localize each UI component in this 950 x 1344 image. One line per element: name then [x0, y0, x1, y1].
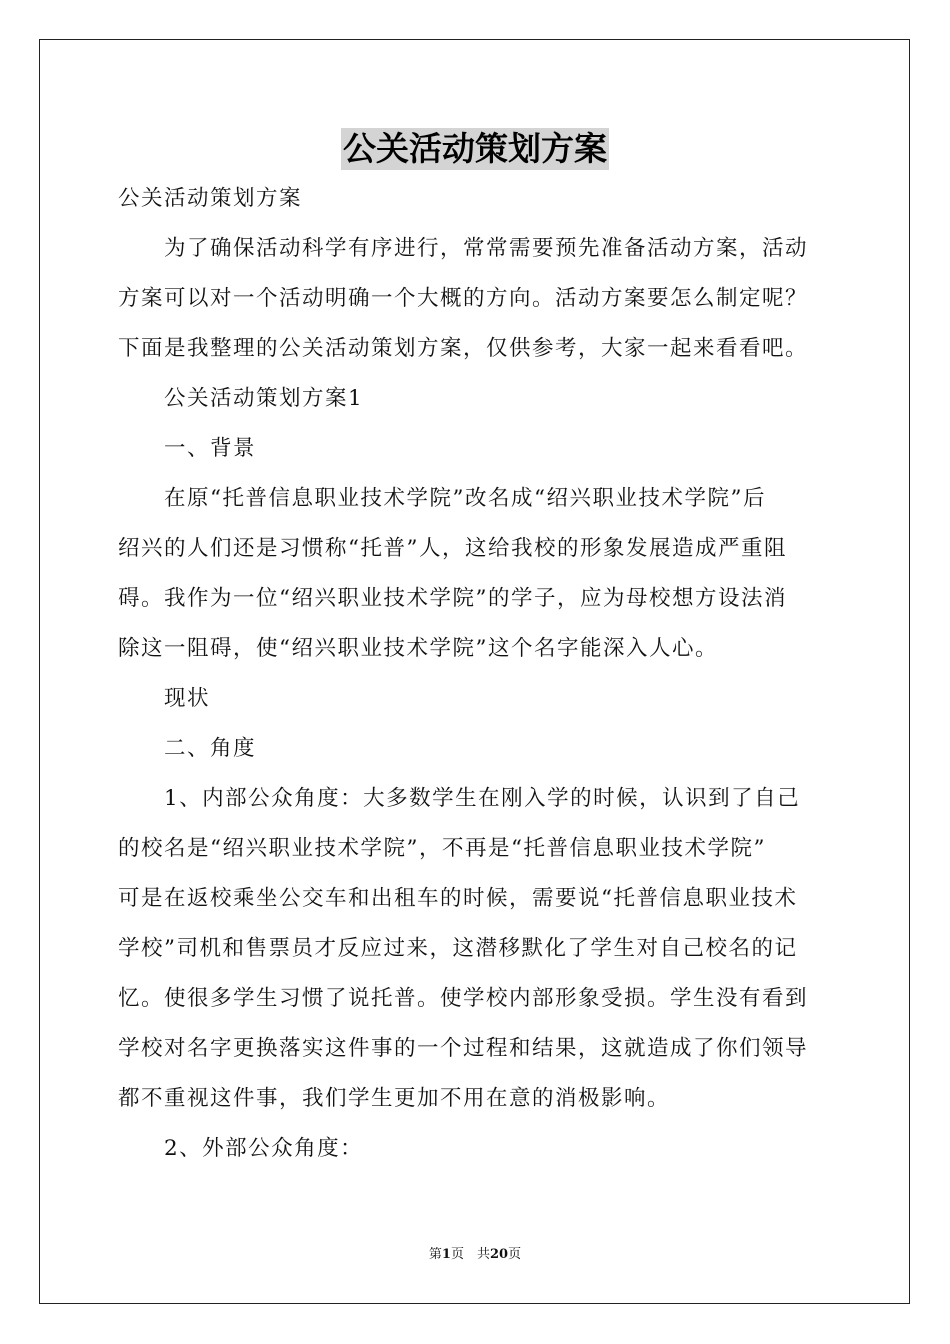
paragraph-line: 为了确保活动科学有序进行，常常需要预先准备活动方案，活动 — [164, 236, 809, 261]
paragraph-line: 除这一阻碍，使“绍兴职业技术学院”这个名字能深入人心。 — [118, 636, 718, 661]
paragraph-line: 在原“托普信息职业技术学院”改名成“绍兴职业技术学院”后 — [164, 486, 766, 511]
paragraph-line: 1、内部公众角度：大多数学生在刚入学的时候，认识到了自己 — [164, 786, 801, 811]
footer-page-suffix: 页 共 — [450, 1247, 490, 1262]
section-heading: 公关活动策划方案1 — [164, 386, 364, 411]
title-wrap — [0, 128, 950, 170]
document-title: 公关活动策划方案 — [343, 129, 607, 168]
document-body — [118, 178, 834, 1163]
paragraph-line: 碍。我作为一位“绍兴职业技术学院”的学子，应为母校想方设法消 — [118, 586, 787, 611]
section-heading: 二、角度 — [164, 736, 257, 761]
paragraph-line: 学校对名字更换落实这件事的一个过程和结果，这就造成了你们领导 — [118, 1036, 809, 1061]
footer-total-suffix: 页 — [508, 1247, 522, 1262]
paragraph-line: 下面是我整理的公关活动策划方案，仅供参考，大家一起来看看吧。 — [118, 336, 809, 361]
section-heading: 一、背景 — [164, 436, 257, 461]
paragraph-line: 学校”司机和售票员才反应过来，这潜移默化了学生对自己校名的记 — [118, 936, 798, 961]
footer-total-pages: 20 — [489, 1247, 509, 1262]
footer-prefix: 第 — [428, 1247, 442, 1262]
paragraph-line: 都不重视这件事，我们学生更加不用在意的消极影响。 — [118, 1086, 671, 1111]
paragraph-line: 绍兴的人们还是习惯称“托普”人，这给我校的形象发展造成严重阻 — [118, 536, 787, 561]
paragraph-line: 2、外部公众角度： — [164, 1136, 364, 1161]
footer-page-number: 1 — [441, 1247, 451, 1262]
paragraph-line: 忆。使很多学生习惯了说托普。使学校内部形象受损。学生没有看到 — [118, 986, 809, 1011]
subtitle-line: 公关活动策划方案 — [118, 186, 303, 211]
page-footer — [0, 1246, 950, 1264]
paragraph-line: 方案可以对一个活动明确一个大概的方向。活动方案要怎么制定呢？ — [118, 286, 809, 311]
paragraph-line: 可是在返校乘坐公交车和出租车的时候，需要说“托普信息职业技术 — [118, 886, 798, 911]
paragraph-line: 的校名是“绍兴职业技术学院”，不再是“托普信息职业技术学院” — [118, 836, 766, 861]
section-heading: 现状 — [164, 686, 211, 711]
